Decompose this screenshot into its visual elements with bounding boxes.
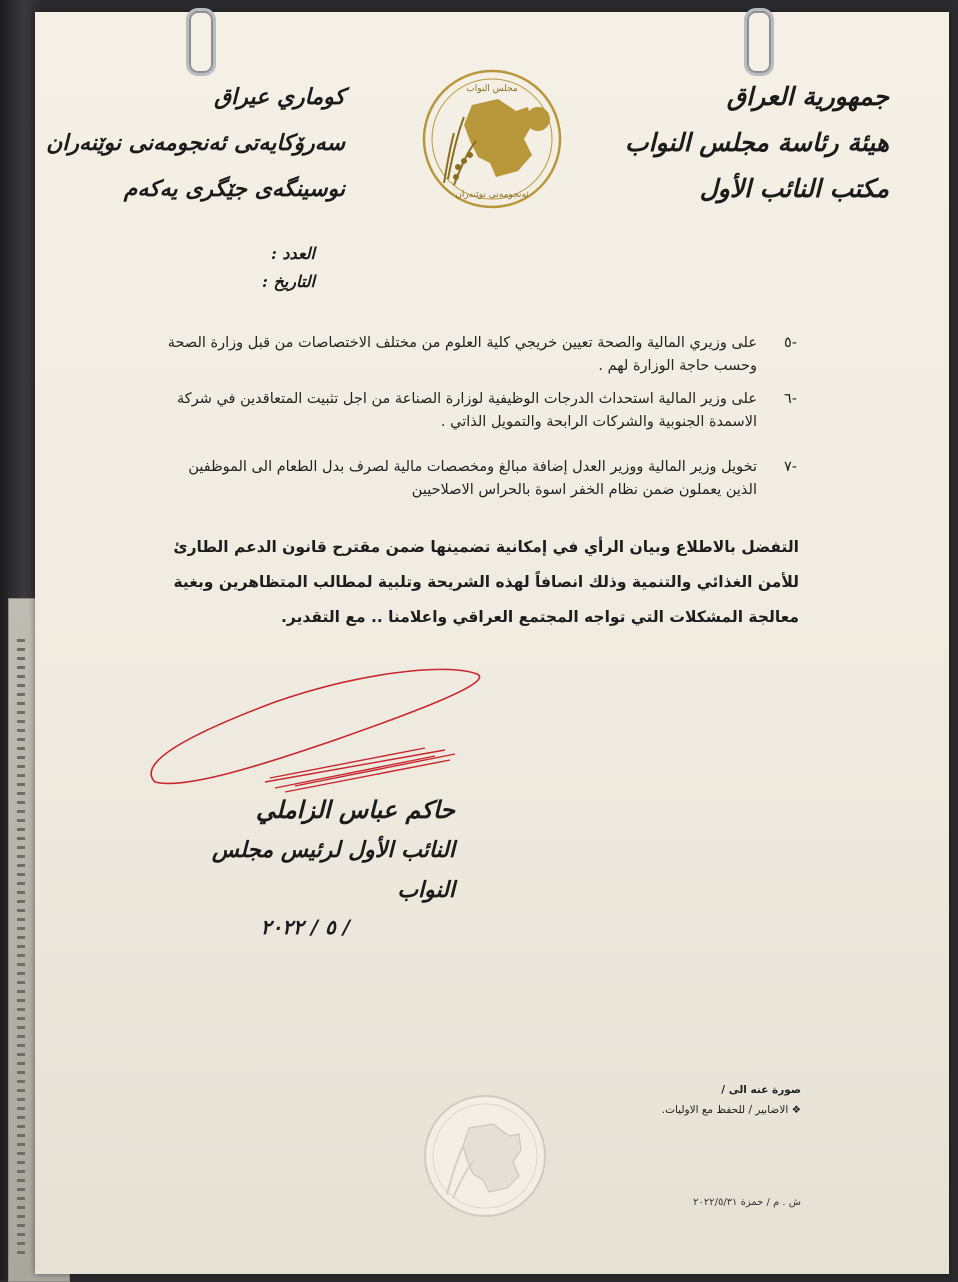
letterhead-country: جمهورية العراق [726, 82, 889, 111]
letterhead-office-ku: نوسینگەی جێگری یەكەم [123, 176, 345, 202]
number-label: العدد : [270, 244, 315, 263]
closing-paragraph: التفضل بالاطلاع وبيان الرأي في إمكانية تضمينها ضمن مقترح قانون الدعم الطارئ للأمن الغذائي والتنمية وذلك انصافاً لهذه الشريحة وتلبية لمطالب المتظاهرين وبغية معالجة المشكلات التي تواجه المجتمع العراقي واعلامنا .. مع التقدير. [173, 538, 799, 626]
footer-reference: ش . م / حمزة ٢٠٢٢/٥/٣١ [693, 1197, 801, 1208]
sheet-hatch [17, 639, 25, 1259]
iraq-map-icon [464, 99, 532, 177]
item-number: -٦ [783, 391, 797, 407]
signatory-name: حاكم عباس الزاملي [255, 795, 455, 824]
signatory-title: النائب الأول لرئيس مجلس النواب [211, 837, 455, 903]
reference-block [215, 240, 315, 296]
kurdish-letterhead [46, 74, 345, 212]
item-text: على وزير المالية استحداث الدرجات الوظيفية لوزارة الصناعة من اجل تثبيت المتعاقدين في شركة الاسمدة الجنوبية والشركات الرابحة والتمويل الذاتي . [177, 391, 757, 430]
letterhead-office: مكتب النائب الأول [699, 174, 889, 203]
parliament-logo [420, 67, 565, 212]
item-text: على وزيري المالية والصحة تعيين خريجي كلية العلوم من مختلف الاختصاصات من قبل وزارة الصحة وحسب حاجة الوزارة لهم . [167, 335, 757, 374]
signature-scribble [115, 652, 515, 802]
letterhead-country-ku: كوماري عيراق [214, 84, 345, 110]
paper-clip-right [744, 8, 774, 76]
paper-clip-left [186, 8, 216, 76]
arabic-letterhead [619, 74, 889, 212]
letter-page [35, 12, 949, 1274]
list-item [159, 332, 799, 378]
item-number: -٥ [783, 335, 797, 351]
signature-block [155, 790, 455, 944]
sun-icon [526, 107, 550, 131]
logo-bottom-text: ئەنجومەنی نوێنەران [455, 190, 529, 200]
list-item [159, 388, 799, 434]
embossed-seal [423, 1094, 548, 1219]
item-number: -٧ [783, 459, 797, 475]
letterhead-institution-ku: سەرۆكايەتی ئەنجومەنی نوێنەران [46, 130, 345, 156]
item-text: تخويل وزير المالية ووزير العدل إضافة مبالغ ومخصصات مالية لصرف بدل الطعام الى الموظفين الذين يعملون ضمن نظام الخفر اسوة بالحراس الاصلاحيين [188, 459, 757, 498]
list-item [159, 456, 799, 502]
date-label: التاريخ : [261, 272, 315, 291]
copy-to-heading: صورة عنه الى / [721, 1084, 801, 1096]
letterhead-institution: هيئة رئاسة مجلس النواب [625, 128, 889, 157]
copy-to-line: ❖ الاضابير / للحفظ مع الاوليات. [661, 1104, 801, 1116]
items-list [159, 332, 799, 512]
logo-top-text: مجلس النواب [466, 84, 518, 94]
signature-date: / ٥ / ٢٠٢٢ [260, 915, 350, 939]
